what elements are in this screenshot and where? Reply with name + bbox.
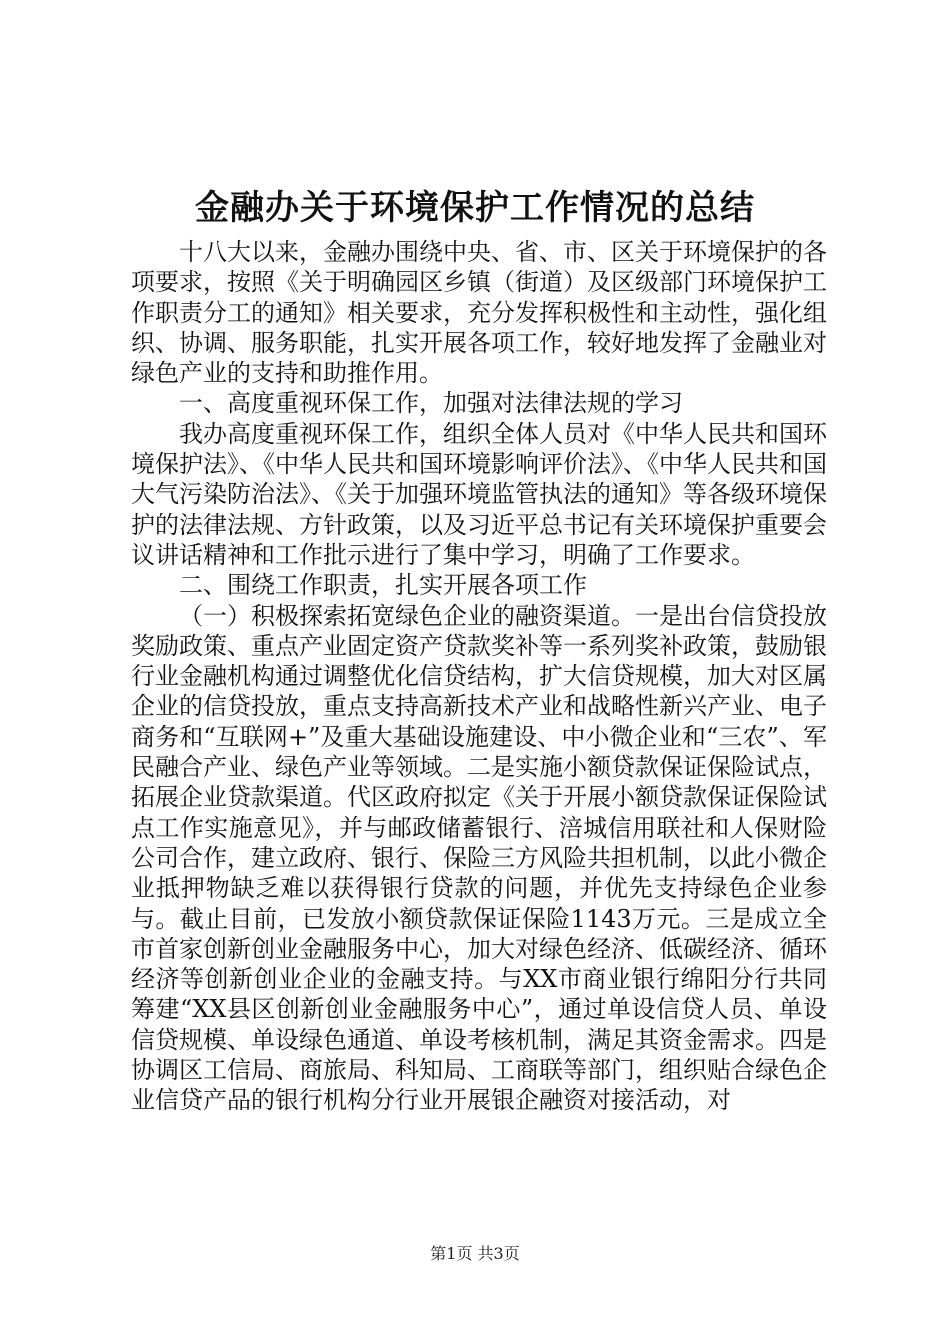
section-heading-2: 二、围绕工作职责，扎实开展各项工作: [179, 571, 587, 600]
paragraph-intro: 十八大以来，金融办围绕中央、省、市、区关于环境保护的各项要求，按照《关于明确园区乡镇（街道）及区级部门环境保护工作职责分工的通知》相关要求，充分发挥积极性和主动性，强化组织、协调、服务职能，扎实开展各项工作，较好地发挥了金融业对绿色产业的支持和助推作用。: [131, 238, 827, 388]
paragraph-section-1: 我办高度重视环保工作，组织全体人员对《中华人民共和国环境保护法》、《中华人民共和国环境影响评价法》、《中华人民共和国大气污染防治法》、《关于加强环境监管执法的通知》等各级环境保护的法律法规、方针政策，以及习近平总书记有关环境保护重要会议讲话精神和工作批示进行了集中学习，明确了工作要求。: [131, 419, 827, 569]
document-body: [131, 237, 827, 1116]
document-title: 金融办关于环境保护工作情况的总结: [195, 188, 755, 228]
section-heading-1: 一、高度重视环保工作，加强对法律法规的学习: [179, 389, 683, 418]
paragraph-section-2-1: （一）积极探索拓宽绿色企业的融资渠道。一是出台信贷投放奖励政策、重点产业固定资产贷款奖补等一系列奖补政策，鼓励银行业金融机构通过调整优化信贷结构，扩大信贷规模，加大对区属企业的信贷投放，重点支持高新技术产业和战略性新兴产业、电子商务和“互联网+”及重大基础设施建设、中小微企业和“三农”、军民融合产业、绿色产业等领域。二是实施小额贷款保证保险试点，拓展企业贷款渠道。代区政府拟定《关于开展小额贷款保证保险试点工作实施意见》，并与邮政储蓄银行、涪城信用联社和人保财险公司合作，建立政府、银行、保险三方风险共担机制，以此小微企业抵押物缺乏难以获得银行贷款的问题，并优先支持绿色企业参与。截止目前，已发放小额贷款保证保险1143万元。三是成立全市首家创新创业金融服务中心，加大对绿色经济、低碳经济、循环经济等创新创业企业的金融支持。与XX市商业银行绵阳分行共同筹建“XX县区创新创业金融服务中心”，通过单设信贷人员、单设信贷规模、单设绿色通道、单设考核机制，满足其资金需求。四是协调区工信局、商旅局、科知局、工商联等部门，组织贴合绿色企业信贷产品的银行机构分行业开展银企融资对接活动，对: [131, 601, 827, 1115]
page-footer: 第1页 共3页: [430, 1244, 520, 1263]
